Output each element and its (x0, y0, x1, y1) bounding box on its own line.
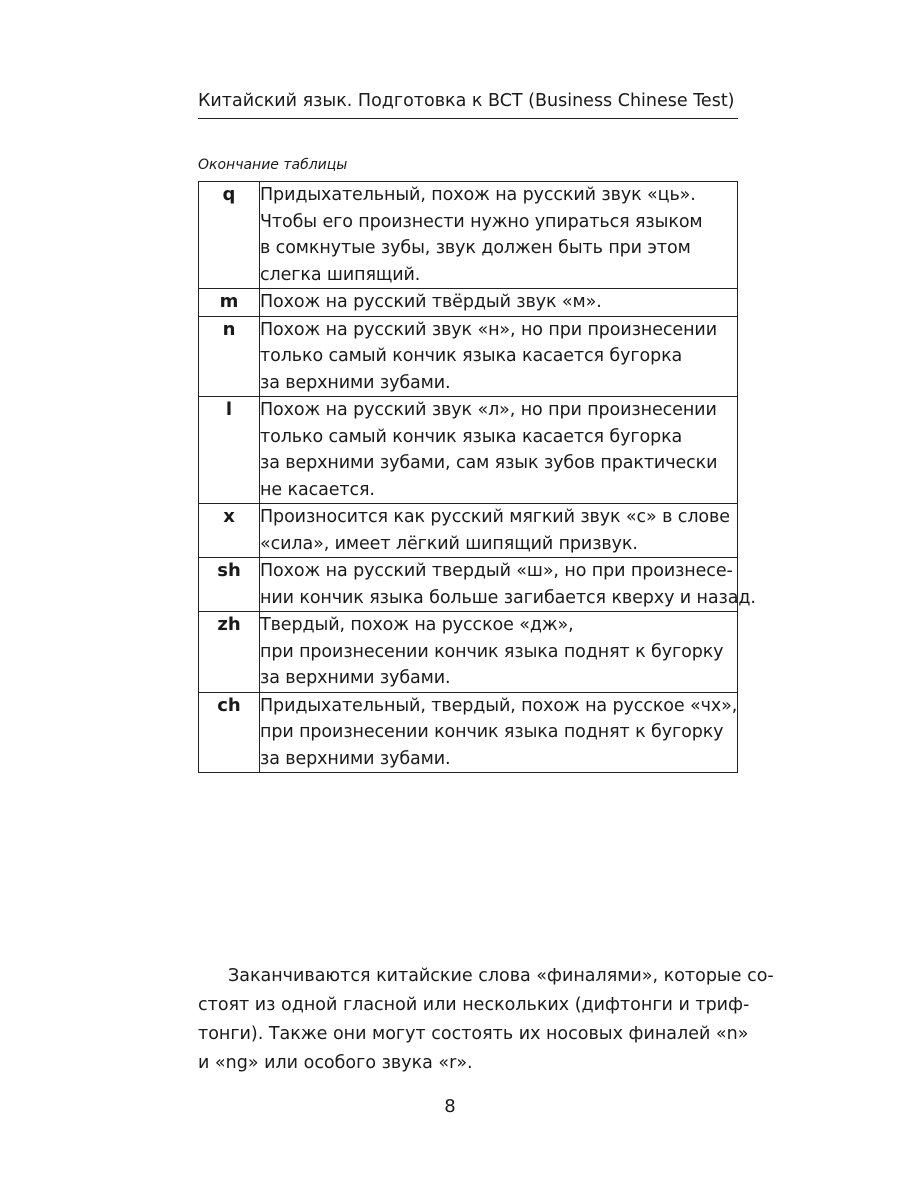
paragraph-line: Заканчиваются китайские слова «финалями», которые со- (228, 966, 774, 986)
header-rule (198, 118, 738, 119)
description-line: за верхними зубами, сам язык зубов практически (260, 453, 718, 473)
table-row (199, 289, 738, 317)
table-row (199, 612, 738, 693)
sound-description (260, 316, 738, 397)
sounds-table (198, 181, 756, 773)
paragraph-line: и «ng» или особого звука «r». (198, 1053, 473, 1073)
description-line: только самый кончик языка касается бугорка (260, 346, 683, 366)
description-line: в сомкнутые зубы, звук должен быть при этом (260, 238, 691, 258)
sound-description (260, 692, 738, 773)
description-line: при произнесении кончик языка поднят к бугорку (260, 641, 724, 662)
running-title: Китайский язык. Подготовка к BCT (Business Chinese Test) (198, 91, 735, 111)
sound-symbol: ch (199, 692, 260, 773)
description-line: слегка шипящий. (260, 264, 421, 285)
table-row (199, 182, 738, 289)
description-line: Похож на русский звук «н», но при произнесении (260, 319, 717, 340)
sound-symbol: n (199, 316, 260, 397)
sound-symbol: zh (199, 612, 260, 693)
description-line: только самый кончик языка касается бугорка (260, 426, 683, 447)
sound-symbol: m (199, 289, 260, 317)
description-line: при произнесении кончик языка поднят к бугорку (260, 722, 724, 742)
description-line: не касается. (260, 479, 375, 500)
description-line: за верхними зубами. (260, 748, 451, 769)
body-paragraph (198, 962, 774, 1078)
sound-description (260, 558, 756, 612)
description-line: Чтобы его произнести нужно упираться языком (260, 211, 703, 232)
description-line: Твердый, похож на русское «дж», (260, 615, 574, 635)
sound-description (260, 182, 738, 289)
description-line: Похож на русский твёрдый звук «м». (260, 292, 602, 312)
description-line: за верхними зубами. (260, 668, 451, 688)
paragraph-line: стоят из одной гласной или нескольких (дифтонги и триф- (198, 995, 750, 1015)
table-row (199, 692, 738, 773)
sound-symbol: sh (199, 558, 260, 612)
description-line: Похож на русский звук «л», но при произнесении (260, 400, 717, 420)
table-row (199, 316, 738, 397)
sound-description (260, 397, 738, 504)
paragraph-line: тонги). Также они могут состоять их носовых финалей «n» (198, 1024, 749, 1044)
table-caption: Окончание таблицы (198, 157, 348, 173)
sound-description (260, 612, 738, 693)
sound-symbol: q (199, 182, 260, 289)
sound-symbol: l (199, 397, 260, 504)
table-row (199, 397, 738, 504)
table-row (199, 504, 738, 558)
description-line: Похож на русский твердый «ш», но при произнесе- (260, 561, 733, 581)
description-line: нии кончик языка больше загибается кверху и назад. (260, 587, 756, 608)
sound-symbol: x (199, 504, 260, 558)
sound-description (260, 504, 738, 558)
table-row (199, 558, 738, 612)
sound-description (260, 289, 738, 317)
page-number: 8 (444, 1096, 456, 1117)
description-line: Придыхательный, похож на русский звук «ць». (260, 185, 696, 205)
description-line: «сила», имеет лёгкий шипящий призвук. (260, 533, 638, 554)
description-line: Произносится как русский мягкий звук «с» в слове (260, 507, 730, 527)
description-line: Придыхательный, твердый, похож на русское «чх», (260, 695, 738, 716)
description-line: за верхними зубами. (260, 372, 451, 393)
